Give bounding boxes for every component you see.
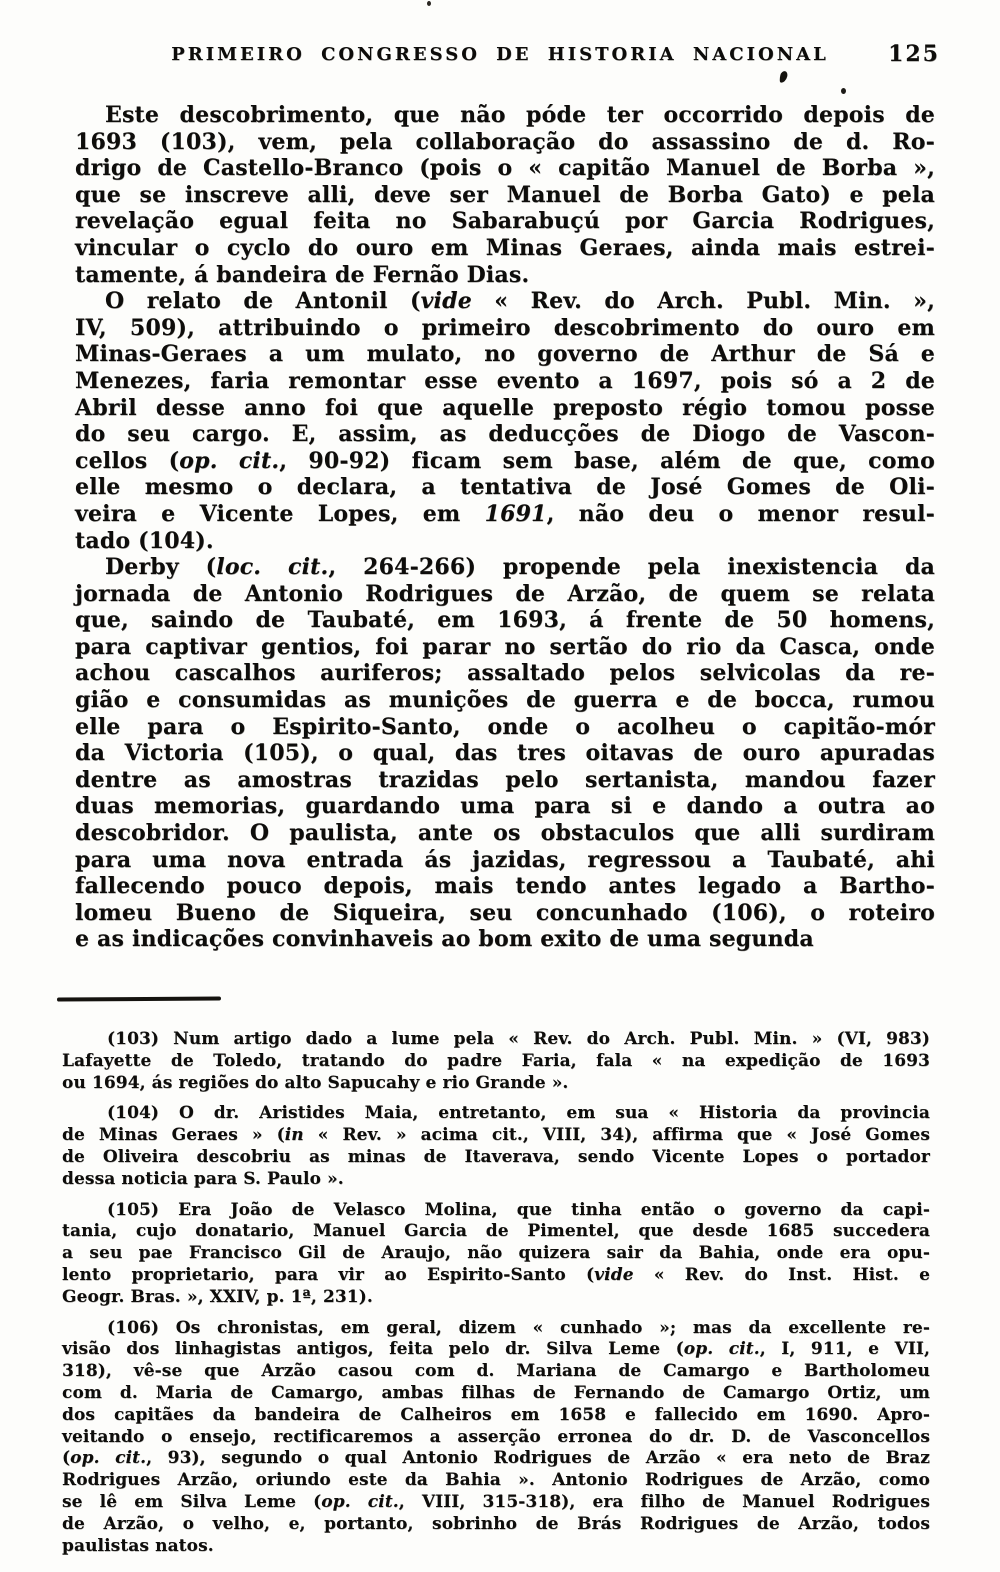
text-line: Geogr. Bras. », XXIV, p. 1ª, 231).: [62, 1286, 373, 1307]
paragraph: [75, 554, 935, 953]
text-line: (104) O dr. Aristides Maia, entretanto, em sua « Historia da provincia: [107, 1103, 930, 1124]
text-line: descobridor. O paulista, ante os obstaculos que alli surdiram: [75, 820, 935, 847]
paragraph: [75, 288, 935, 554]
text-line: IV, 509), attribuindo o primeiro descobrimento do ouro em: [75, 314, 935, 341]
text-line: que, saindo de Taubaté, em 1693, á frente de 50 homens,: [75, 607, 935, 634]
text-line: tania, cujo donatario, Manuel Garcia de Pimentel, que desde 1685 succedera: [62, 1221, 930, 1242]
body-text: [75, 102, 935, 953]
ink-speck-artifact: [779, 70, 789, 83]
text-line: duas memorias, guardando uma para si e dando a outra ao: [75, 793, 935, 820]
text-line: jornada de Antonio Rodrigues de Arzão, de quem se relata: [75, 580, 935, 607]
text-line: de Oliveira descobriu as minas de Itaverava, sendo Vicente Lopes o portador: [62, 1146, 930, 1167]
text-line: 318), vê-se que Arzão casou com d. Mariana de Camargo e Bartholomeu: [62, 1361, 930, 1382]
text-line: dessa noticia para S. Paulo ».: [62, 1168, 344, 1189]
text-line: O relato de Antonil (vide « Rev. do Arch. Publ. Min. »,: [105, 288, 935, 315]
text-line: vincular o cyclo do ouro em Minas Geraes, ainda mais estrei-: [75, 234, 935, 261]
text-line: (105) Era João de Velasco Molina, que tinha então o governo da capi-: [107, 1199, 930, 1220]
text-line: e as indicações convinhaveis ao bom exito de uma segunda: [75, 926, 814, 953]
text-line: elle mesmo o declara, a tentativa de José Gomes de Oli-: [75, 474, 935, 501]
text-line: Lafayette de Toledo, tratando do padre Faria, fala « na expedição de 1693: [62, 1050, 930, 1071]
text-line: dentre as amostras trazidas pelo sertanista, mandou fazer: [75, 766, 935, 793]
text-line: para uma nova entrada ás jazidas, regressou a Taubaté, ahi: [75, 846, 935, 873]
text-line: que se inscreve alli, deve ser Manuel de Borba Gato) e pela: [75, 181, 935, 208]
text-line: (op. cit., 93), segundo o qual Antonio Rodrigues de Arzão « era neto de Braz: [62, 1448, 930, 1469]
running-header: [0, 41, 1000, 74]
footnote-separator-rule: [57, 996, 221, 1001]
footnote: [62, 1318, 930, 1558]
ink-dot-top-artifact: [427, 1, 431, 6]
text-line: ou 1694, ás regiões do alto Sapucahy e rio Grande ».: [62, 1072, 569, 1093]
text-line: tado (104).: [75, 527, 214, 554]
text-line: se lê em Silva Leme (op. cit., VIII, 315-318), era filho de Manuel Rodrigues: [62, 1491, 930, 1512]
text-line: Minas-Geraes a um mulato, no governo de Arthur de Sá e: [75, 341, 935, 368]
text-line: elle para o Espirito-Santo, onde o acolheu o capitão-mór: [75, 713, 935, 740]
text-line: fallecendo pouco depois, mais tendo antes legado a Bartho-: [75, 873, 935, 900]
text-line: para captivar gentios, foi parar no sertão do rio da Casca, onde: [75, 633, 935, 660]
text-line: Derby (loc. cit., 264-266) propende pela inexistencia da: [105, 554, 935, 581]
footnote: [62, 1103, 930, 1190]
footnote: [62, 1200, 930, 1309]
footnote: [62, 1029, 930, 1094]
text-line: da Victoria (105), o qual, das tres oitavas de ouro apuradas: [75, 740, 935, 767]
text-line: com d. Maria de Camargo, ambas filhas de Fernando de Camargo Ortiz, um: [62, 1382, 930, 1403]
text-line: visão dos linhagistas antigos, feita pelo dr. Silva Leme (op. cit., I, 911, e VII,: [62, 1339, 930, 1360]
running-header-title: PRIMEIRO CONGRESSO DE HISTORIA NACIONAL: [171, 44, 829, 65]
text-line: (106) Os chronistas, em geral, dizem « cunhado »; mas da excellente re-: [107, 1317, 930, 1338]
ink-dot-artifact: [841, 88, 846, 94]
text-line: lento proprietario, para vir ao Espirito-Santo (vide « Rev. do Inst. Hist. e: [62, 1264, 930, 1285]
text-line: cellos (op. cit., 90-92) ficam sem base, além de que, como: [75, 447, 935, 474]
text-line: veitando o ensejo, rectificaremos a asserção erronea do dr. D. de Vasconcellos: [62, 1426, 930, 1447]
text-line: tamente, á bandeira de Fernão Dias.: [75, 261, 530, 288]
text-line: achou cascalhos auriferos; assaltado pelos selvicolas da re-: [75, 660, 935, 687]
text-line: lomeu Bueno de Siqueira, seu concunhado (106), o roteiro: [75, 899, 935, 926]
text-line: (103) Num artigo dado a lume pela « Rev. do Arch. Publ. Min. » (VI, 983): [107, 1029, 930, 1049]
text-line: 1693 (103), vem, pela collaboração do assassino de d. Ro-: [75, 128, 935, 155]
text-line: de Arzão, o velho, e, portanto, sobrinho de Brás Rodrigues de Arzão, todos: [62, 1513, 930, 1534]
text-line: Abril desse anno foi que aquelle preposto régio tomou posse: [75, 394, 935, 421]
text-line: drigo de Castello-Branco (pois o « capitão Manuel de Borba »,: [75, 155, 935, 182]
text-line: dos capitães da bandeira de Calheiros em 1658 e fallecido em 1690. Apro-: [62, 1404, 930, 1425]
text-line: gião e consumidas as munições de guerra e de bocca, rumou: [75, 687, 935, 714]
page-number: 125: [888, 41, 940, 67]
text-line: de Minas Geraes » (in « Rev. » acima cit., VIII, 34), affirma que « José Gomes: [62, 1125, 930, 1146]
text-line: do seu cargo. E, assim, as deducções de Diogo de Vascon-: [75, 421, 935, 448]
text-line: Este descobrimento, que não póde ter occorrido depois de: [105, 102, 935, 128]
text-line: Rodrigues Arzão, oriundo este da Bahia ». Antonio Rodrigues de Arzão, como: [62, 1470, 930, 1491]
text-line: paulistas natos.: [62, 1535, 214, 1556]
text-line: Menezes, faria remontar esse evento a 1697, pois só a 2 de: [75, 367, 935, 394]
text-line: a seu pae Francisco Gil de Araujo, não quizera sair da Bahia, onde era opu-: [62, 1243, 930, 1264]
text-line: veira e Vicente Lopes, em 1691, não deu o menor resul-: [75, 500, 935, 527]
text-line: revelação egual feita no Sabarabuçú por Garcia Rodrigues,: [75, 208, 935, 235]
paragraph: [75, 102, 935, 288]
footnotes-section: [62, 1029, 930, 1566]
